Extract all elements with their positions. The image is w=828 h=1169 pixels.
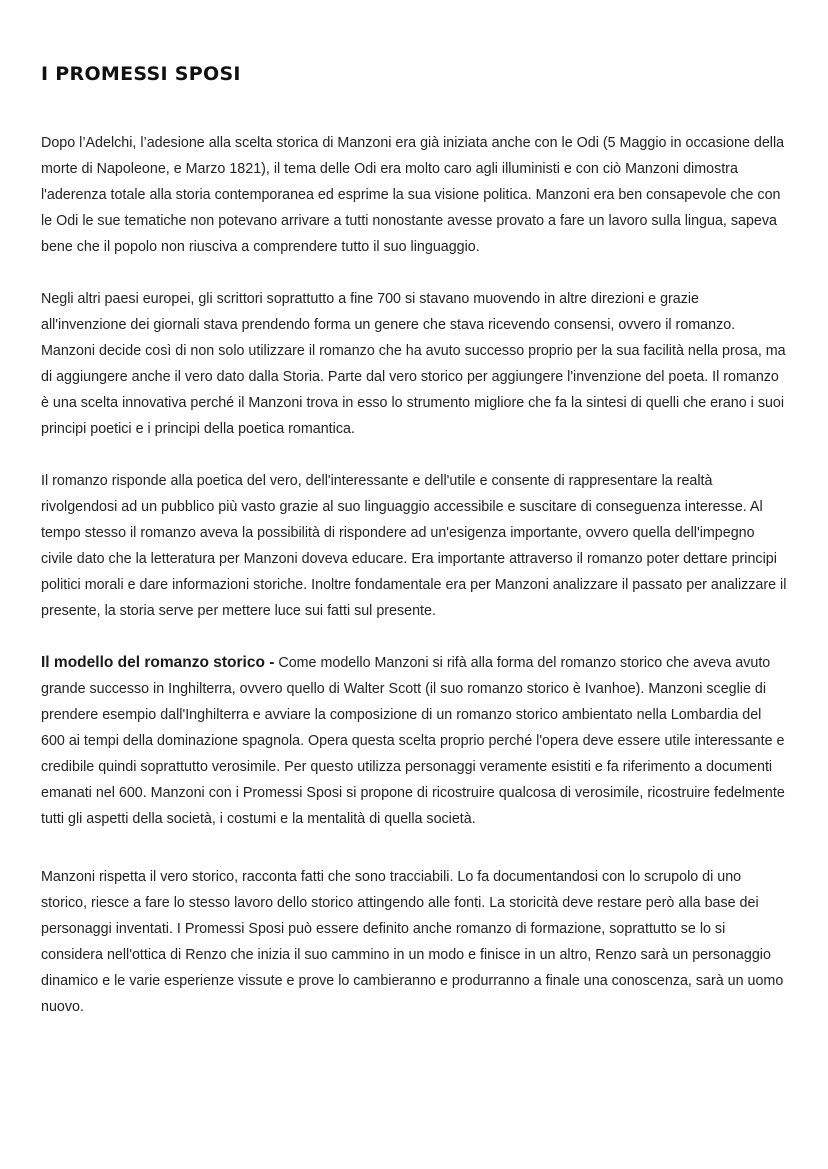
paragraph-vero-storico xyxy=(41,864,788,1020)
paragraph-odi xyxy=(41,130,788,260)
paragraph-romanzo-europa xyxy=(41,286,788,442)
paragraph-text: Il romanzo risponde alla poetica del vero, dell'interessante e dell'utile e consente di rappresentare la realtà rivolgendosi ad un pubblico più vasto grazie al suo linguaggio accessibile e suscitare di conseguenza interesse. Al tempo stesso il romanzo aveva la possibilità di rispondere ad un'esigenza importante, ovvero quella dell'impegno civile dato che la letteratura per Manzoni doveva educare. Era importante attraverso il romanzo poter dettare principi politici morali e dare informazioni storiche. Inoltre fondamentale era per Manzoni analizzare il passato per analizzare il presente, la storia serve per mettere luce sui fatti sul presente. xyxy=(41,473,787,619)
paragraph-text: Dopo l’Adelchi, l’adesione alla scelta storica di Manzoni era già iniziata anche con le Odi (5 Maggio in occasione della morte di Napoleone, e Marzo 1821), il tema delle Odi era molto caro agli illuministi e con ciò Manzoni dimostra l'aderenza totale alla storia contemporanea ed esprime la sua visione politica. Manzoni era ben consapevole che con le Odi le sue tematiche non potevano arrivare a tutti nonostante avesse provato a fare un lavoro sulla lingua, sapeva bene che il popolo non riusciva a comprendere tutto il suo linguaggio. xyxy=(41,135,785,255)
paragraph-text: Negli altri paesi europei, gli scrittori soprattutto a fine 700 si stavano muovendo in altre direzioni e grazie all'invenzione dei giornali stava prendendo forma un genere che stava ricevendo consensi, ovvero il romanzo. Manzoni decide così di non solo utilizzare il romanzo che ha avuto successo proprio per la sua facilità nella prosa, ma di aggiungere anche il vero dato dalla Storia. Parte dal vero storico per aggiungere l'invenzione del poeta. Il romanzo è una scelta innovativa perché il Manzoni trova in esso lo strumento migliore che fa la sintesi di quelli che erano i suoi principi poetici e i principi della poetica romantica. xyxy=(41,291,786,437)
paragraph-poetica-del-vero xyxy=(41,468,788,624)
paragraph-text: Come modello Manzoni si rifà alla forma del romanzo storico che aveva avuto grande successo in Inghilterra, ovvero quello di Walter Scott (il suo romanzo storico è Ivanhoe). Manzoni sceglie di prendere esempio dall'Inghilterra e avviare la composizione di un romanzo storico ambientato nella Lombardia del 600 ai tempi della dominazione spagnola. Opera questa scelta proprio perché l'opera deve essere utile interessante e credibile quindi soprattutto verosimile. Per questo utilizza personaggi veramente esistiti e fa riferimento a documenti emanati nel 600. Manzoni con i Promessi Sposi si propone di ricostruire qualcosa di verosimile, ricostruire fedelmente tutti gli aspetti della società, i costumi e la mentalità di quella società. xyxy=(41,655,785,827)
paragraph-text: Manzoni rispetta il vero storico, racconta fatti che sono tracciabili. Lo fa documentandosi con lo scrupolo di uno storico, riesce a fare lo stesso lavoro dello storico attingendo alle fonti. La storicità deve restare però alla base dei personaggi inventati. I Promessi Sposi può essere definito anche romanzo di formazione, soprattutto se lo si considera nell'ottica di Renzo che inizia il suo cammino in un modo e finisce in un altro, Renzo sarà un personaggio dinamico e le varie esperienze vissute e prove lo cambieranno e produrranno a finale una conoscenza, sarà un uomo nuovo. xyxy=(41,869,784,1015)
section-heading: Il modello del romanzo storico - xyxy=(41,654,275,671)
document-body xyxy=(41,130,788,1020)
document-title: I PROMESSI SPOSI xyxy=(41,63,241,85)
paragraph-modello-romanzo-storico xyxy=(41,650,788,832)
